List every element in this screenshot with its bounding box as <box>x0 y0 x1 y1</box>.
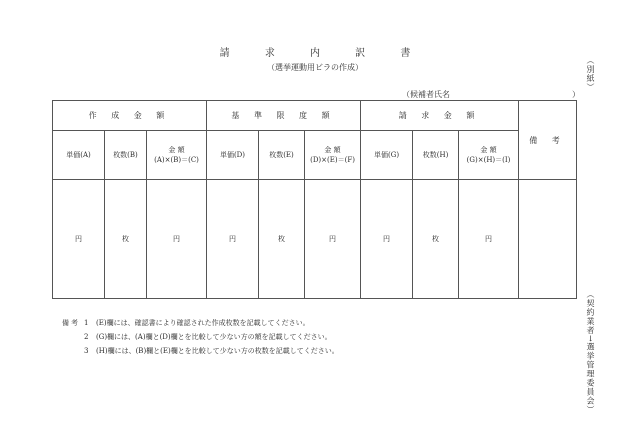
col-header-amount-i: 金 額 (G)×(H)＝(I) <box>459 131 519 180</box>
col-header-unit-price-a: 単価(A) <box>53 131 105 180</box>
remarks-header: 備 考 <box>519 101 577 180</box>
cell-unit-price-a[interactable]: 円 <box>53 180 105 299</box>
note-item <box>62 330 339 344</box>
cell-amount-i[interactable]: 円 <box>459 180 519 299</box>
cell-quantity-e[interactable]: 枚 <box>259 180 305 299</box>
cell-amount-f[interactable]: 円 <box>305 180 361 299</box>
invoice-breakdown-table <box>52 100 577 299</box>
cell-amount-c[interactable]: 円 <box>147 180 207 299</box>
col-header-unit-price-g: 単価(G) <box>361 131 413 180</box>
cell-quantity-h[interactable]: 枚 <box>413 180 459 299</box>
group-header-claim: 請 求 金 額 <box>361 101 519 131</box>
note-number: 2 <box>84 333 89 341</box>
col-header-quantity-h: 枚数(H) <box>413 131 459 180</box>
group-header-row <box>53 101 577 131</box>
col-header-amount-c: 金 額 (A)×(B)＝(C) <box>147 131 207 180</box>
col-header-quantity-b: 枚数(B) <box>105 131 147 180</box>
note-text: (E)欄には、確認書により確認された作成枚数を記載してください。 <box>96 319 310 327</box>
note-text: (H)欄には、(B)欄と(E)欄とを比較して少ない方の枚数を記載してください。 <box>96 347 339 355</box>
note-item <box>62 316 339 330</box>
side-annotation-top: （別紙） <box>586 56 595 92</box>
side-annotation-bottom: （契約業者→選挙管理委員会） <box>586 290 595 415</box>
note-item <box>62 344 339 358</box>
column-header-row <box>53 131 577 180</box>
group-header-limit: 基 準 限 度 額 <box>207 101 361 131</box>
document-title: 請 求 内 訳 書 <box>219 48 427 59</box>
col-header-quantity-e: 枚数(E) <box>259 131 305 180</box>
col-header-amount-f: 金 額 (D)×(E)＝(F) <box>305 131 361 180</box>
data-entry-row <box>53 180 577 299</box>
note-number: 1 <box>84 319 89 327</box>
notes-label: 備考 <box>62 319 80 327</box>
document-subtitle: （選挙運動用ビラの作成） <box>267 63 363 72</box>
cell-remarks[interactable] <box>519 180 577 299</box>
cell-unit-price-d[interactable]: 円 <box>207 180 259 299</box>
cell-quantity-b[interactable]: 枚 <box>105 180 147 299</box>
note-number: 3 <box>84 347 89 355</box>
candidate-name-field[interactable] <box>402 89 580 100</box>
note-text: (G)欄には、(A)欄と(D)欄とを比較して少ない方の額を記載してください。 <box>96 333 332 341</box>
group-header-production: 作 成 金 額 <box>53 101 207 131</box>
candidate-name-close: ） <box>572 90 580 99</box>
cell-unit-price-g[interactable]: 円 <box>361 180 413 299</box>
col-header-unit-price-d: 単価(D) <box>207 131 259 180</box>
notes-section <box>62 316 339 358</box>
candidate-name-label: （候補者氏名 <box>402 90 450 99</box>
